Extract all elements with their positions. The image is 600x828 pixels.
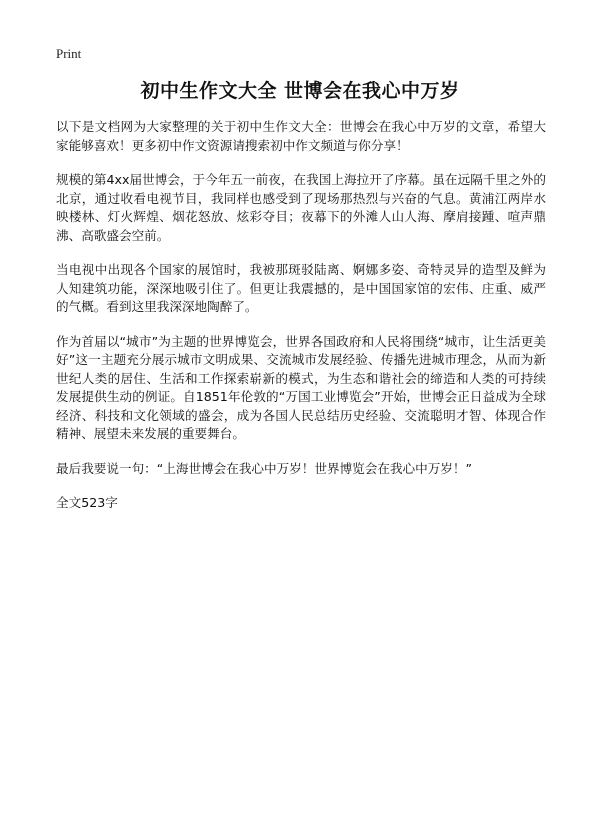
document-title: 初中生作文大全 世博会在我心中万岁 [140, 80, 460, 102]
print-link[interactable]: Print [56, 46, 82, 61]
document-body [56, 118, 546, 513]
paragraph-expo-opening: 规模的第4xx届世博会，于今年五一前夜，在我国上海拉开了序幕。虽在远隔千里之外的北京，通过收看电视节目，我同样也感受到了现场那热烈与兴奋的气息。黄浦江两岸水映楼林、灯火辉煌、烟花怒放、炫彩夺目；夜幕下的外滩人山人海、摩肩接踵、喧声鼎沸、高歌盛会空前。 [56, 172, 546, 243]
word-count: 全文523字 [56, 495, 118, 510]
paragraph-intro: 以下是文档网为大家整理的关于初中生作文大全：世博会在我心中万岁的文章，希望大家能够喜欢！更多初中作文资源请搜索初中作文频道与你分享！ [56, 119, 546, 153]
paragraph-pavilions: 当电视中出现各个国家的展馆时，我被那斑驳陆离、婀娜多姿、奇特灵异的造型及鲜为人知建筑功能，深深地吸引住了。但更让我震撼的，是中国国家馆的宏伟、庄重、威严的气概。看到这里我深深地陶醉了。 [56, 262, 546, 314]
paragraph-closing: 最后我要说一句：“上海世博会在我心中万岁！世界博览会在我心中万岁！” [56, 460, 473, 476]
paragraph-expo-theme: 作为首届以“城市”为主题的世界博览会，世界各国政府和人民将围绕“城市，让生活更美好”这一主题充分展示城市文明成果、交流城市发展经验、传播先进城市理念，从而为新世纪人类的居住、生活和工作探索崭新的模式，为生态和谐社会的缔造和人类的可持续发展提供生动的例证。自1851年伦敦的“万国工业博览会”开始，世博会正日益成为全球经济、科技和文化领域的盛会，成为各国人民总结历史经验、交流聪明才智、体现合作精神、展望未来发展的重要舞台。 [56, 333, 546, 441]
